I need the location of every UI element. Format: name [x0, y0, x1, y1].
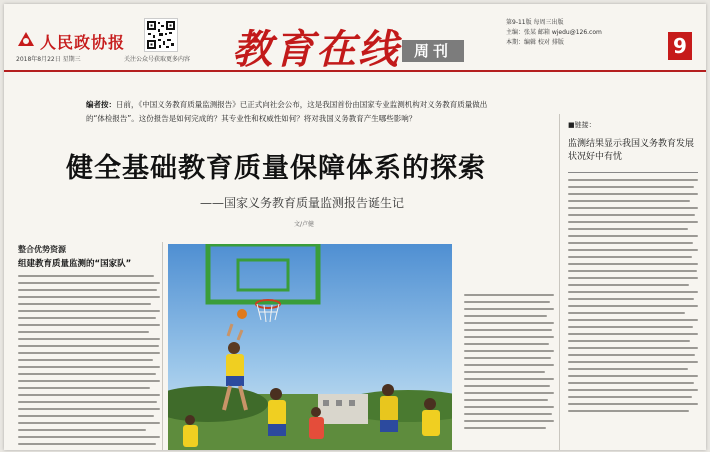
sidebar-title: 监测结果显示我国义务教育发展状况好中有忧 [568, 139, 695, 162]
qr-code-icon [144, 18, 178, 52]
section-flag-title: 教育在线 [232, 26, 400, 73]
qr-caption: 关注公众号获取更多内容 [124, 56, 191, 63]
sidebar-tag: ■链接： [568, 121, 596, 129]
column-divider [559, 114, 560, 450]
edition-meta [506, 18, 602, 48]
sidebar-divider [568, 172, 698, 173]
newspaper-page [4, 4, 706, 450]
section-tag: 整合优势资源 [18, 245, 66, 254]
masthead [4, 4, 706, 72]
column-divider [162, 242, 163, 450]
sidebar-body-placeholder [568, 179, 698, 412]
paper-name: 人民政协报 [40, 33, 126, 52]
middle-column [464, 294, 554, 434]
left-column [18, 244, 160, 450]
subheadline: ——国家义务教育质量监测报告诞生记 [200, 196, 405, 210]
meta-line: 第9-11版 每周三出版 [506, 19, 564, 26]
editor-note-text: 日前，《中国义务教育质量监测报告》已正式向社会公布，这是我国首份由国家专业监测机构对义务教育质量做出的“体检报告”。这份报告是如何完成的？其专业性和权威性如何？将对我国义务教育产生哪些影响？ [86, 100, 488, 123]
meta-line: 主编：张某 邮箱 wjedu@126.com [506, 29, 602, 36]
body-text-placeholder [18, 275, 160, 445]
weekly-label: 周刊 [402, 40, 464, 62]
editor-note [86, 98, 506, 126]
meta-line: 本期：编辑 校对 排版 [506, 39, 564, 46]
date-line: 2018年8月22日 星期三 [16, 56, 81, 63]
headline: 健全基础教育质量保障体系的探索 [66, 153, 486, 184]
editor-note-label: 编者按： [86, 100, 116, 109]
section-title: 组建教育质量监测的“国家队” [18, 259, 132, 269]
basketball-photo [168, 244, 452, 450]
right-column [568, 120, 698, 417]
page-number-badge: 9 [668, 32, 692, 60]
byline: 文/卢健 [294, 221, 315, 228]
paper-logo-icon [16, 30, 36, 48]
